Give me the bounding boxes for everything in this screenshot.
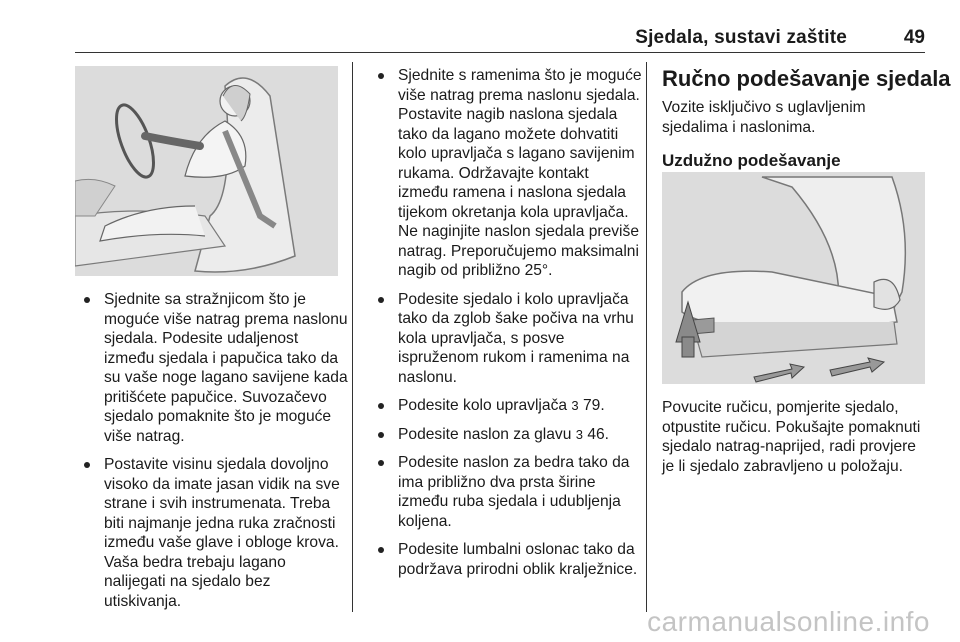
header-title: Sjedala, sustavi zaštite (635, 27, 847, 48)
subsection-title: Uzdužno podešavanje (662, 151, 841, 170)
page-reference-link[interactable]: 46. (587, 425, 609, 443)
page-reference-link[interactable]: 79. (582, 397, 605, 414)
page-reference-icon: 3 (575, 426, 583, 442)
list-item-text: Podesite sjedalo i kolo upravljača tako da zglob šake počiva na vrhu kola upravljača, s posve ispruženom rukom i ramenima na naslonu. (398, 290, 634, 386)
list-item (374, 540, 642, 579)
header-divider (75, 52, 925, 53)
list-item (374, 396, 642, 416)
page-number: 49 (903, 27, 925, 48)
seat-adjustment-illustration (662, 172, 925, 384)
right-column-lower (662, 398, 932, 476)
adjustment-paragraph: Povucite ručicu, pomjerite sjedalo, otpustite ručicu. Pokušajte pomaknuti sjedalo natrag-naprijed, radi provjere je li sjedalo zabravljeno u položaju. (662, 399, 921, 475)
column-divider-left (352, 62, 353, 612)
list-item: Sjednite sa stražnjicom što je moguće više natrag prema naslonu sjedala. Podesite udaljenost između sjedala i papučica tako da su vaše noge lagano savijene kada pritišćete papučice. Suvozačevo sjedalo pomaknite što je moguće više natrag. (80, 290, 350, 446)
driver-seating-illustration (75, 66, 338, 276)
list-item-text: Podesite naslon za glavu (398, 425, 572, 443)
intro-paragraph: Vozite isključivo s uglavljenim sjedalima i naslonima. (662, 99, 866, 136)
watermark: carmanualsonline.info (647, 606, 930, 637)
seat-adjustment-drawing (662, 172, 925, 384)
list-item-text: Podesite lumbalni oslonac tako da podržava prirodni oblik kralježnice. (398, 541, 638, 578)
list-item-text: Podesite naslon za bedra tako da ima približno dva prsta širine između ruba sjedala i udubljenja koljena. (398, 454, 630, 530)
left-column (80, 290, 350, 620)
right-column (662, 66, 951, 171)
driver-seating-drawing (75, 66, 338, 276)
middle-column (374, 66, 642, 588)
list-item-text: Podesite kolo upravljača (398, 397, 568, 414)
list-item-text: Sjednite s ramenima što je moguće više natrag prema naslonu sjedala. Postavite nagib naslona sjedala tako da lagano možete dohvatiti kolo upravljača s lagano savijenim rukama. Održavajte kontakt između ramena i naslona sjedala tijekom okretanja kola upravljača. Ne naginjite naslon sjedala previše natrag. Preporučujemo maksimalni nagib od približno 25°. (398, 67, 642, 279)
left-bullet-list (80, 290, 350, 611)
column-divider-right (646, 62, 647, 612)
middle-bullet-list (374, 66, 642, 579)
section-title: Ručno podešavanje sjedala (662, 66, 951, 91)
page-reference-icon: 3 (571, 398, 579, 413)
list-item (374, 453, 642, 531)
list-item (374, 66, 642, 281)
list-item (374, 290, 642, 388)
list-item (374, 425, 642, 445)
list-item: Postavite visinu sjedala dovoljno visoko da imate jasan vidik na sve strane i svih instrumenata. Treba biti najmanje jedna ruka zračnosti između vaše glave i obloge krova. Vaša bedra trebaju lagano nalijegati na sjedalo bez utiskivanja. (80, 455, 350, 611)
